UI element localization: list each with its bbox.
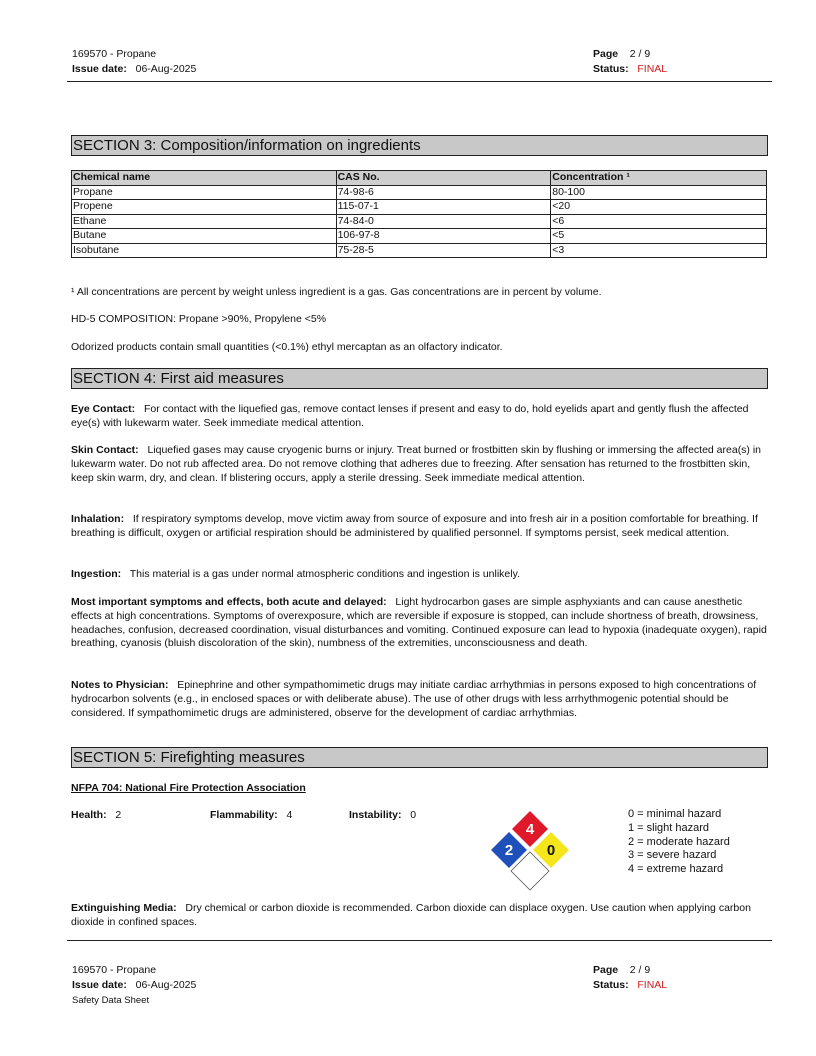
footer-issue-date: Issue date: 06-Aug-2025 [72,979,197,991]
footer-page: Page 2 / 9 [593,964,651,976]
cell: 74-84-0 [336,214,551,229]
col-concentration: Concentration ¹ [551,171,767,186]
footer-doc-type: Safety Data Sheet [72,995,150,1006]
table-row [72,214,767,229]
header-status: Status: FINAL [593,63,668,75]
cell: Ethane [72,214,337,229]
cell: 106-97-8 [336,229,551,244]
footer-product: 169570 - Propane [72,964,157,976]
cell: Propene [72,200,337,215]
nfpa-instability-number: 0 [546,842,556,859]
ingestion: Ingestion: This material is a gas under normal atmospheric conditions and ingestion is unlikely. [71,568,520,580]
table-header-row [72,171,767,186]
cell: <20 [551,200,767,215]
table-row [72,243,767,258]
section4-title: SECTION 4: First aid measures [71,368,768,389]
hazard-legend [628,808,730,877]
eye-contact: Eye Contact: For contact with the liquefied gas, remove contact lenses if present and easy to do, hold eyelids apart and gently flush the affected eye(s) with lukewarm water. Seek immediate medical attention. [71,403,749,429]
table-row [72,185,767,200]
col-cas-no: CAS No. [336,171,551,186]
cell: Isobutane [72,243,337,258]
cell: <5 [551,229,767,244]
nfpa-flammability-number: 4 [525,821,535,838]
cell: 115-07-1 [336,200,551,215]
footer-status: Status: FINAL [593,979,668,991]
header-page: Page 2 / 9 [593,48,651,60]
cell: 75-28-5 [336,243,551,258]
nfpa-health-number: 2 [504,842,514,859]
legend-item: 1 = slight hazard [628,821,710,834]
ingredients-table [71,170,767,258]
hd5-composition: HD-5 COMPOSITION: Propane >90%, Propylene <5% [71,313,327,325]
nfpa-title: NFPA 704: National Fire Protection Association [71,782,306,794]
header-left [72,47,196,77]
footer-left [72,963,196,1008]
nfpa-diamond-icon [488,808,572,892]
concentration-footnote: ¹ All concentrations are percent by weight unless ingredient is a gas. Gas concentrations are in percent by volume. [71,286,602,298]
inhalation: Inhalation: If respiratory symptoms develop, move victim away from source of exposure and into fresh air in a position comfortable for breathing. If breathing is difficult, oxygen or artificial respiration should be administered by qualified personnel. If symptoms persist, seek medical attention. [71,513,758,539]
notes-to-physician: Notes to Physician: Epinephrine and other sympathomimetic drugs may initiate cardiac arrhythmias in persons exposed to high concentrations of hydrocarbon solvents (e.g., in enclosed spaces or with deliberate abuse). The use of other drugs with less arrhythmogenic potential should be considered. If sympathomimetic drugs are administered, observe for the development of cardiac arrhythmias. [71,679,757,719]
table-row [72,229,767,244]
legend-item: 3 = severe hazard [628,849,717,862]
skin-contact: Skin Contact: Liquefied gases may cause cryogenic burns or injury. Treat burned or frostbitten skin by flushing or immersing the affected area(s) in lukewarm water. Do not rub affected area. Do not remove clothing that adheres due to freezing. After sensation has returned to the frostbitten skin, keep skin warm, dry, and clean. If blistering occurs, apply a sterile dressing. Seek immediate medical attention. [71,444,762,484]
health-rating: Health: 2 [71,809,122,821]
header-right [593,47,667,77]
odorized-note: Odorized products contain small quantities (<0.1%) ethyl mercaptan as an olfactory indicator. [71,341,503,353]
symptoms: Most important symptoms and effects, both acute and delayed: Light hydrocarbon gases are simple asphyxiants and can cause anesthetic effects at high concentrations. Symptoms of overexposure, which are reversible if exposure is stopped, can include shortness of breath, drowsiness, headaches, confusion, decreased coordination, visual disturbances and vomiting. Continued exposure can lead to hypoxia (inadequate oxygen), rapid breathing, cyanosis (bluish discoloration of the skin), numbness of the extremities, unconsciousness and death. [71,596,767,650]
flammability-rating: Flammability: 4 [210,809,293,821]
footer-right [593,963,667,993]
section3-title: SECTION 3: Composition/information on ingredients [71,135,768,156]
cell: 74-98-6 [336,185,551,200]
cell: <3 [551,243,767,258]
instability-rating: Instability: 0 [349,809,417,821]
section5-title: SECTION 5: Firefighting measures [71,747,768,768]
legend-item: 4 = extreme hazard [628,863,724,876]
cell: Butane [72,229,337,244]
header-product: 169570 - Propane [72,48,157,60]
legend-item: 2 = moderate hazard [628,835,730,848]
extinguishing-media: Extinguishing Media: Dry chemical or carbon dioxide is recommended. Carbon dioxide can displace oxygen. Use caution when applying carbon dioxide in confined spaces. [71,902,751,928]
cell: 80-100 [551,185,767,200]
footer-divider [67,940,772,941]
header-divider [67,81,772,82]
cell: <6 [551,214,767,229]
table-row [72,200,767,215]
cell: Propane [72,185,337,200]
header-issue-date: Issue date: 06-Aug-2025 [72,63,197,75]
col-chemical-name: Chemical name [72,171,337,186]
legend-item: 0 = minimal hazard [628,808,722,820]
